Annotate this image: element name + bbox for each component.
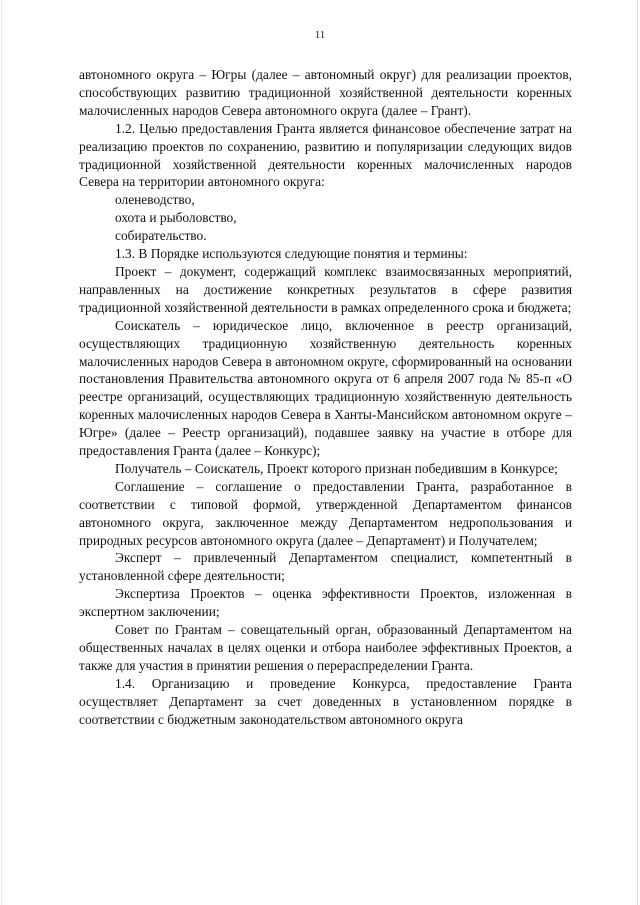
list-item-reindeer: оленеводство, (115, 192, 195, 208)
term-project: Проект – документ, содержащий комплекс взаимосвязанных мероприятий, направленных на достижение конкретных результатов в сфере развития традиционной хозяйственной деятельности в рамках определенного срока и бюджета; (79, 263, 572, 315)
list-item-hunting: охота и рыболовство, (115, 210, 237, 226)
paragraph-1-4: 1.4. Организацию и проведение Конкурса, предоставление Гранта осуществляет Департамент за счет доведенных в установленном порядке в соответствии с бюджетным законодательством автономного округа (79, 675, 572, 727)
page-number: 11 (314, 29, 326, 41)
term-agreement: Соглашение – соглашение о предоставлении Гранта, разработанное в соответствии с типовой формой, утвержденной Департаментом финансов автономного округа, заключенное между Департаментом недропользования и природных ресурсов автономного округа (далее – Департамент) и Получателем; (79, 478, 572, 548)
term-recipient: Получатель – Соискатель, Проект которого признан победившим в Конкурсе; (115, 460, 558, 476)
document-body (79, 66, 572, 729)
page-right-edge (637, 0, 638, 905)
term-grant-council: Совет по Грантам – совещательный орган, образованный Департаментом на общественных началах в целях оценки и отбора наиболее эффективных Проектов, а также для участия в принятии решения о перераспределении Гранта. (79, 622, 572, 673)
list-item-gathering: собирательство. (115, 228, 207, 244)
term-applicant: Соискатель – юридическое лицо, включенное в реестр организаций, осуществляющих традиционную хозяйственную деятельность коренных малочисленных народов Севера в автономном округе, сформированный на основании постановления Правительства автономного округа от 6 апреля 2007 года № 85-п «О реестре организаций, осуществляющих традиционную хозяйственную деятельность коренных малочисленных народов Севера в Ханты-Мансийском автономном округе – Югре» (далее – Реестр организаций), подавшее заявку на участие в отборе для предоставления Гранта (далее – Конкурс); (79, 317, 572, 459)
term-expert: Эксперт – привлеченный Департаментом специалист, компетентный в установленной сфере деятельности; (79, 550, 572, 584)
paragraph-1-2: 1.2. Целью предоставления Гранта является финансовое обеспечение затрат на реализацию проектов по сохранению, развитию и популяризации следующих видов традиционной хозяйственной деятельности коренных малочисленных народов Севера на территории автономного округа: (79, 120, 572, 190)
page-left-edge (1, 0, 2, 905)
paragraph-continuation: автономного округа – Югры (далее – автономный округ) для реализации проектов, способствующих развитию традиционной хозяйственной деятельности коренных малочисленных народов Севера автономного округа (далее – Грант). (79, 67, 572, 118)
term-expertise: Экспертиза Проектов – оценка эффективности Проектов, изложенная в экспертном заключении; (79, 586, 572, 620)
paragraph-1-3: 1.3. В Порядке используются следующие понятия и термины: (115, 246, 468, 262)
